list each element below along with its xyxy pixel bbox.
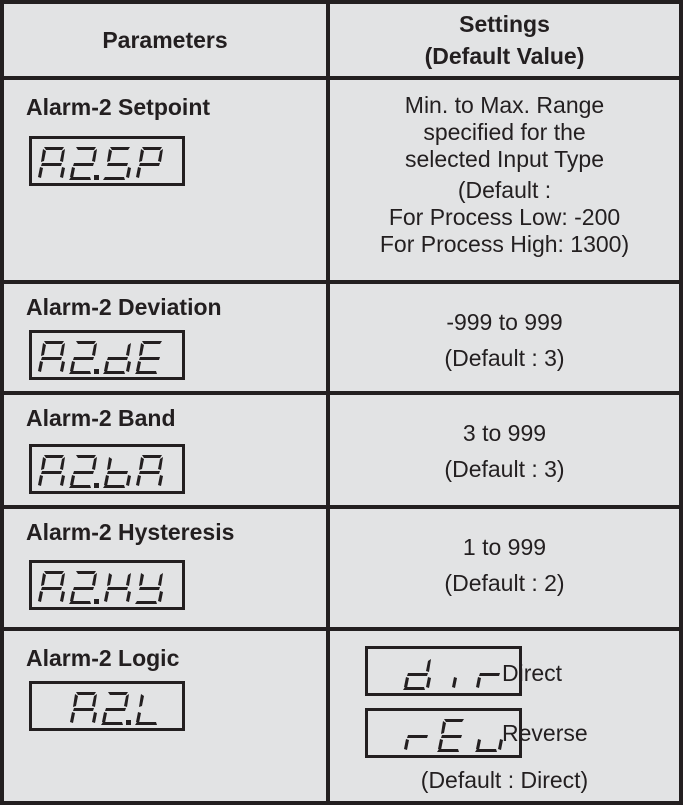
settings-line: (Default : 2) bbox=[444, 570, 565, 596]
settings-text bbox=[330, 529, 679, 601]
settings-text bbox=[330, 415, 679, 487]
settings-line: For Process High: 1300) bbox=[379, 231, 630, 257]
parameter-name: Alarm-2 Band bbox=[26, 405, 176, 431]
seven-segment-glyphs bbox=[32, 139, 182, 183]
settings-line: specified for the bbox=[423, 119, 586, 145]
settings-line: (Default : 3) bbox=[444, 345, 565, 371]
header-settings-line1: Settings bbox=[459, 11, 550, 37]
seven-segment-glyphs bbox=[368, 649, 519, 693]
seven-segment-glyphs bbox=[368, 711, 519, 755]
row-logic-parameter bbox=[4, 631, 326, 801]
option-label-reverse: Reverse bbox=[502, 720, 588, 746]
header-parameters bbox=[4, 4, 326, 76]
display-a2hy bbox=[38, 571, 163, 604]
row-setpoint-parameter bbox=[4, 80, 326, 280]
display-dir bbox=[403, 659, 500, 690]
row-band-settings bbox=[330, 395, 679, 505]
seven-segment-glyphs bbox=[32, 333, 182, 377]
seven-segment-display bbox=[29, 330, 185, 380]
option-display-direct bbox=[365, 646, 522, 696]
row-hysteresis-settings bbox=[330, 509, 679, 627]
seven-segment-glyphs bbox=[32, 447, 182, 491]
seven-segment-display bbox=[29, 681, 185, 731]
settings-line: For Process Low: -200 bbox=[388, 204, 621, 230]
settings-text bbox=[330, 92, 679, 258]
logic-default-text: (Default : Direct) bbox=[420, 767, 589, 793]
settings-line: Min. to Max. Range bbox=[404, 92, 605, 118]
settings-text bbox=[330, 304, 679, 376]
seven-segment-display bbox=[29, 560, 185, 610]
parameter-name: Alarm-2 Setpoint bbox=[26, 94, 211, 120]
row-setpoint-settings bbox=[330, 80, 679, 280]
row-logic-settings bbox=[330, 631, 679, 801]
parameter-name: Alarm-2 Hysteresis bbox=[26, 519, 235, 545]
option-label-direct: Direct bbox=[502, 660, 563, 686]
parameter-name: Alarm-2 Logic bbox=[26, 645, 180, 671]
header-settings bbox=[330, 4, 679, 76]
settings-line: -999 to 999 bbox=[446, 309, 563, 335]
header-parameters-label: Parameters bbox=[102, 27, 228, 53]
display-a2de bbox=[38, 341, 162, 374]
settings-line: (Default : bbox=[457, 177, 552, 203]
settings-line: selected Input Type bbox=[404, 146, 605, 172]
parameter-name: Alarm-2 Deviation bbox=[26, 294, 222, 320]
settings-line: 3 to 999 bbox=[462, 420, 547, 446]
settings-line: (Default : 3) bbox=[444, 456, 565, 482]
option-display-reverse bbox=[365, 708, 522, 758]
display-reu bbox=[404, 719, 503, 752]
seven-segment-display bbox=[29, 444, 185, 494]
row-hysteresis-parameter bbox=[4, 509, 326, 627]
settings-line: 1 to 999 bbox=[462, 534, 547, 560]
seven-segment-glyphs bbox=[32, 563, 182, 607]
display-a2sp bbox=[38, 147, 163, 180]
header-settings-line2: (Default Value) bbox=[424, 43, 585, 69]
row-band-parameter bbox=[4, 395, 326, 505]
row-deviation-settings bbox=[330, 284, 679, 391]
display-a2l bbox=[70, 692, 157, 725]
row-deviation-parameter bbox=[4, 284, 326, 391]
display-a2ba bbox=[38, 455, 163, 488]
seven-segment-display bbox=[29, 136, 185, 186]
seven-segment-glyphs bbox=[32, 684, 182, 728]
